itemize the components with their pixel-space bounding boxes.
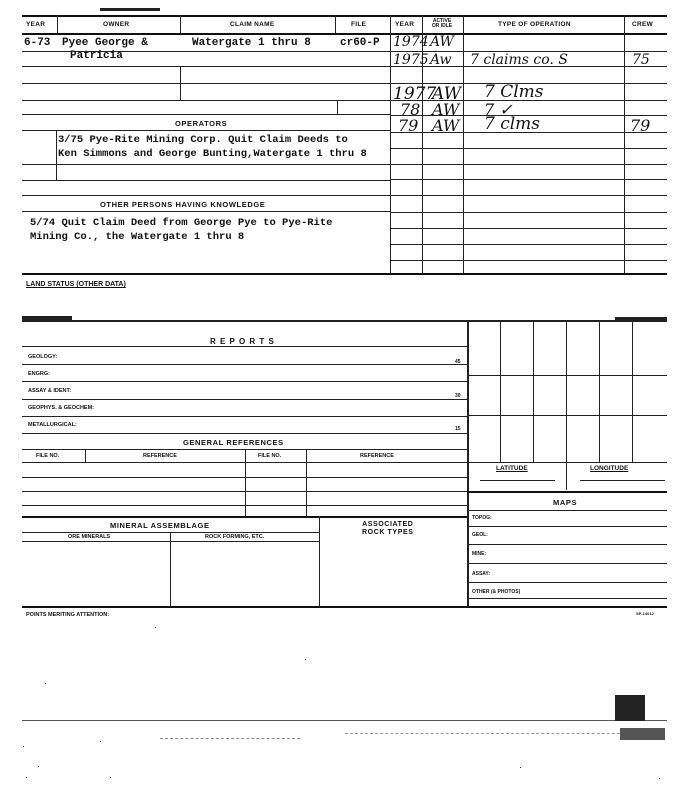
activity-row-line <box>390 179 667 180</box>
operators-heading-line <box>22 130 390 131</box>
report-row-line <box>22 364 467 365</box>
report-num-metallurgical: 15 <box>455 426 461 432</box>
activity-year-5: 79 <box>398 116 419 135</box>
row-line <box>22 66 390 67</box>
report-label-geophys: GEOPHYS. & GEOCHEM: <box>28 405 95 411</box>
maps-row-line <box>467 544 667 545</box>
grid-line <box>533 322 534 462</box>
gen-ref-col-file-no-1: FILE NO. <box>36 453 60 459</box>
operation-crew-divider <box>624 15 625 273</box>
speck <box>45 683 46 684</box>
activity-status-5: AW <box>432 116 460 135</box>
activity-row-line <box>390 260 667 261</box>
activity-year-1: 1974 <box>393 34 429 50</box>
activity-status-2: Aw <box>430 52 452 68</box>
speck <box>26 777 27 778</box>
operators-row-line <box>22 195 390 196</box>
maps-row-line <box>467 526 667 527</box>
scan-mark <box>100 8 160 11</box>
activity-row-line <box>390 195 667 196</box>
speck <box>38 766 39 767</box>
scan-noise <box>345 733 645 734</box>
col-header-year-2: YEAR <box>395 21 415 28</box>
rock-forming-label: ROCK FORMING, ETC. <box>205 534 265 540</box>
gen-ref-col-reference-2: REFERENCE <box>360 453 394 459</box>
reports-top-border <box>22 320 667 322</box>
grid-line <box>467 375 667 376</box>
general-references-heading: GENERAL REFERENCES <box>183 438 284 447</box>
col-header-year: YEAR <box>26 21 46 28</box>
hdr-divider <box>335 15 336 33</box>
speck <box>305 659 306 660</box>
report-num-assay: 30 <box>455 393 461 399</box>
maps-heading: MAPS <box>553 498 578 507</box>
form-number: SP-14012 <box>636 611 654 616</box>
scan-blot <box>615 695 645 721</box>
mineral-assemblage-heading: MINERAL ASSEMBLAGE <box>110 521 210 530</box>
points-meriting-attention-label: POINTS MERITING ATTENTION: <box>26 612 110 618</box>
other-persons-line-1: 5/74 Quit Claim Deed from George Pye to Pye-Rite <box>30 217 333 229</box>
grid-line <box>632 322 633 462</box>
reports-heading: R E P O R T S <box>210 337 275 346</box>
gen-ref-row-line <box>22 477 467 478</box>
maps-row-line <box>467 582 667 583</box>
activity-operation-4: 7 ✓ <box>484 100 513 119</box>
hdr-divider <box>57 15 58 33</box>
operators-row-line <box>22 164 390 165</box>
gen-ref-row-line <box>22 491 467 492</box>
hdr-divider <box>180 15 181 33</box>
speck <box>110 777 111 778</box>
activity-year-2: 1975 <box>393 52 429 68</box>
upper-section-bottom-border <box>22 273 667 275</box>
report-row-line <box>22 433 467 434</box>
maps-topog: TOPOG: <box>472 515 492 521</box>
activity-crew-5: 79 <box>630 116 651 135</box>
maps-row-line <box>467 563 667 564</box>
active-label: ACTIVE <box>432 18 452 24</box>
col-header-crew: CREW <box>632 21 654 28</box>
gen-ref-col-file-no-2: FILE NO. <box>258 453 282 459</box>
activity-row-line <box>390 212 667 213</box>
report-label-metallurgical: METALLURGICAL: <box>28 422 77 428</box>
activity-row-line <box>390 244 667 245</box>
gen-ref-row-line <box>22 505 467 506</box>
grid-line <box>599 322 600 462</box>
header-bottom-border <box>22 33 667 35</box>
row-line <box>22 51 390 52</box>
scan-noise <box>160 738 300 739</box>
grid-line <box>500 322 501 462</box>
land-status-label: LAND STATUS (OTHER DATA) <box>26 281 126 288</box>
col-header-file: FILE <box>351 21 367 28</box>
activity-status-3: AW <box>432 84 462 104</box>
gen-ref-bottom-border <box>22 516 467 518</box>
report-row-line <box>22 399 467 400</box>
other-persons-heading: OTHER PERSONS HAVING KNOWLEDGE <box>100 200 266 209</box>
speck <box>23 746 24 747</box>
activity-operation-2: 7 claims co. S <box>470 52 568 68</box>
activity-row-line <box>390 164 667 165</box>
rock-types-label: ROCK TYPES <box>362 529 414 536</box>
upper-section-divider <box>390 15 391 273</box>
maps-top-border <box>467 491 667 493</box>
col-header-type-of-operation: TYPE OF OPERATION <box>498 21 571 28</box>
speck <box>520 767 521 768</box>
gen-ref-divider <box>85 449 86 462</box>
mineral-divider <box>170 532 171 606</box>
report-label-engrg: ENGRG: <box>28 371 50 377</box>
file-value: cr60-P <box>340 37 380 49</box>
gen-ref-col-reference-1: REFERENCE <box>143 453 177 459</box>
maps-other-photos: OTHER (& PHOTOS) <box>472 589 521 595</box>
activity-year-4: 78 <box>400 100 421 119</box>
row-divider <box>337 100 338 114</box>
other-persons-heading-line <box>22 211 390 212</box>
maps-mine: MINE: <box>472 551 487 557</box>
other-persons-line-2: Mining Co., the Watergate 1 thru 8 <box>30 231 245 243</box>
claim-name-value: Watergate 1 thru 8 <box>192 37 311 49</box>
longitude-label: LONGITUDE <box>590 465 629 472</box>
owner-entry-year: 6-73 <box>24 37 51 49</box>
col-header-claim-name: CLAIM NAME <box>230 21 275 28</box>
report-label-geology: GEOLOGY: <box>28 354 58 360</box>
reports-heading-line <box>22 346 467 347</box>
activity-status-4: AW <box>432 100 460 119</box>
ore-minerals-label: ORE MINERALS <box>68 534 111 540</box>
active-operation-divider <box>463 15 464 273</box>
grid-line <box>467 462 667 463</box>
scan-mark <box>615 317 667 321</box>
operators-top-line <box>22 114 390 115</box>
associated-rock-types <box>362 521 414 537</box>
report-num-geology: 45 <box>455 359 461 365</box>
grid-line <box>566 322 567 490</box>
operators-heading: OPERATORS <box>175 119 228 128</box>
report-row-line <box>22 416 467 417</box>
mineral-divider <box>319 516 320 606</box>
activity-row-line <box>390 228 667 229</box>
report-label-assay: ASSAY & IDENT: <box>28 388 72 394</box>
activity-row-line <box>390 148 667 149</box>
top-border <box>22 15 667 17</box>
col-header-active-or-idle <box>425 19 459 29</box>
scan-line <box>22 720 667 721</box>
operators-margin <box>56 130 57 180</box>
maps-assay: ASSAY: <box>472 571 491 577</box>
activity-year-3: 1977 <box>393 84 437 104</box>
report-row-line <box>22 381 467 382</box>
latitude-line <box>480 480 555 481</box>
operators-line-2: Ken Simmons and George Bunting,Watergate 1 thru 8 <box>58 148 367 160</box>
activity-crew-2: 75 <box>632 52 650 68</box>
activity-operation-5: 7 clms <box>484 114 541 134</box>
or-idle-label: OR IDLE <box>431 23 453 29</box>
row-line <box>22 83 390 84</box>
associated-label: ASSOCIATED <box>362 521 414 528</box>
maps-geol: GEOL: <box>472 532 488 538</box>
row-divider <box>180 66 181 100</box>
speck <box>659 778 660 779</box>
owner-name-line-2: Patricia <box>70 50 123 62</box>
operators-row-line <box>22 180 390 181</box>
operators-line-1: 3/75 Pye-Rite Mining Corp. Quit Claim Deeds to <box>58 134 348 146</box>
activity-operation-3: 7 Clms <box>484 82 544 102</box>
owner-name-line-1: Pyee George & <box>62 37 148 49</box>
lower-section-bottom-border <box>22 606 667 608</box>
longitude-line <box>580 480 665 481</box>
activity-status-1: AW <box>430 34 454 50</box>
row-line <box>22 100 390 101</box>
col-header-owner: OWNER <box>103 21 130 28</box>
scan-blot <box>620 728 665 740</box>
latitude-label: LATITUDE <box>496 465 528 472</box>
maps-row-line <box>467 598 667 599</box>
speck <box>155 627 156 628</box>
maps-heading-line <box>467 510 667 511</box>
speck <box>100 741 101 742</box>
grid-line <box>467 415 667 416</box>
